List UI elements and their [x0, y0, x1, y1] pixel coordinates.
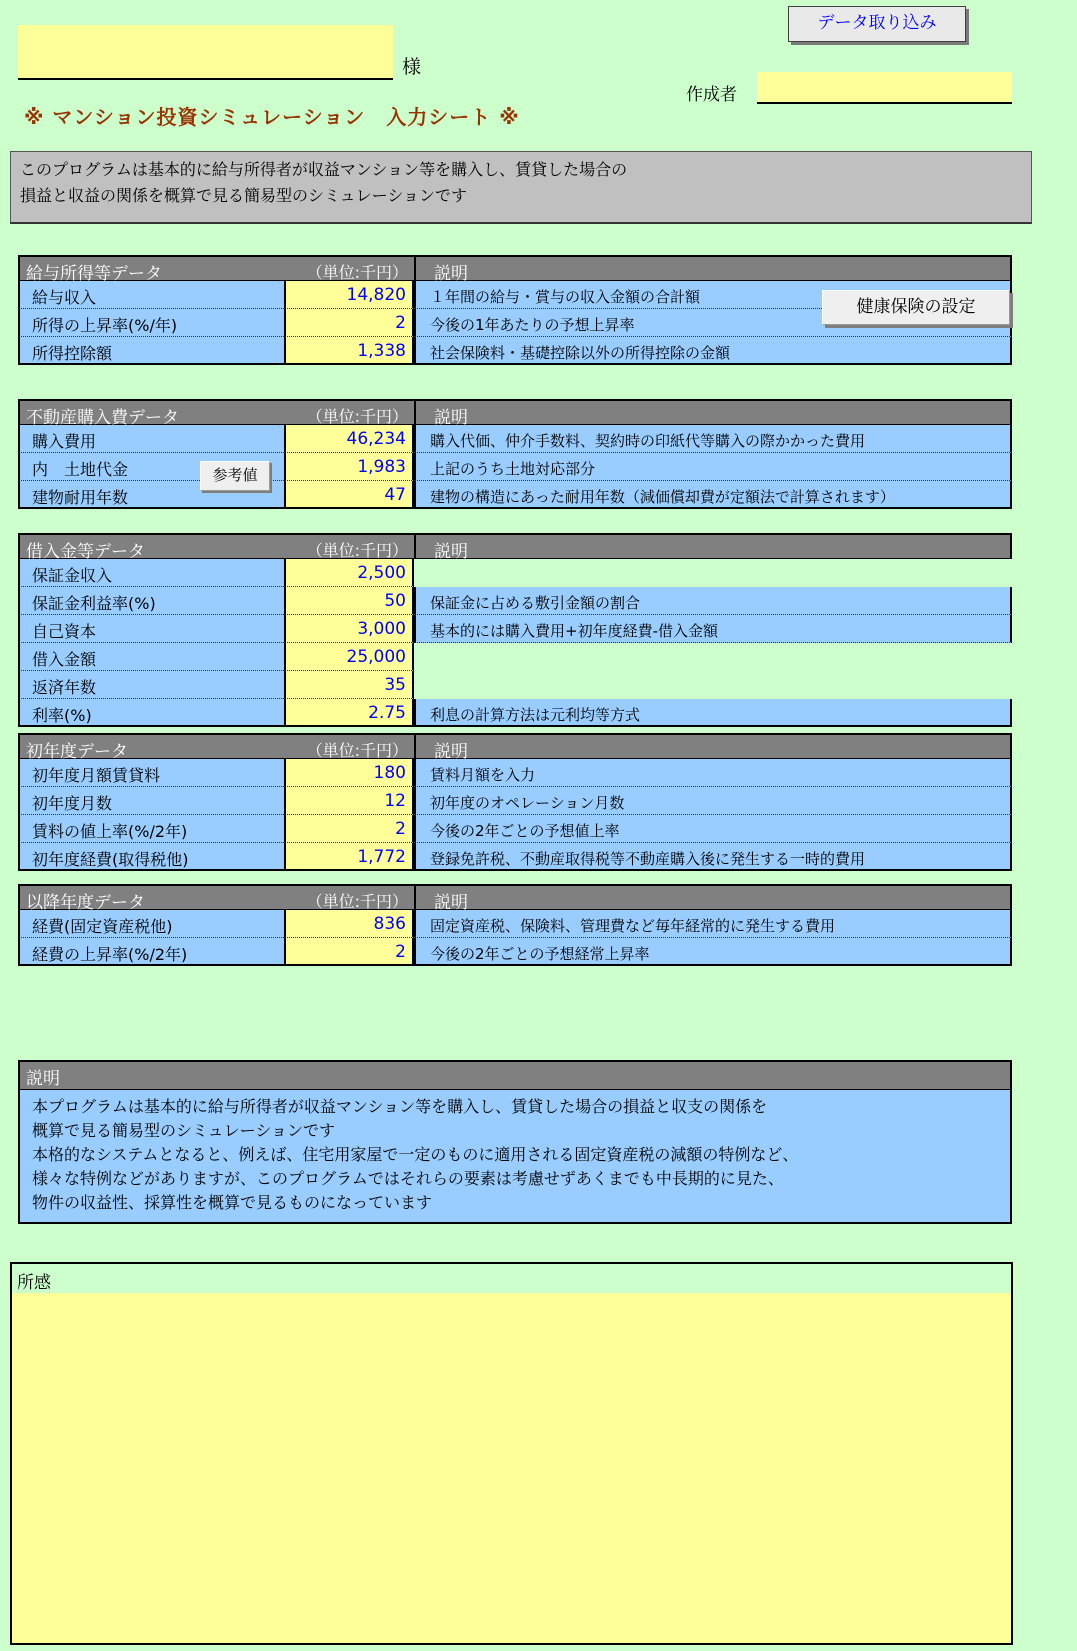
first-year-desc-2: 今後の2年ごとの予想値上率: [414, 815, 1012, 843]
loan-row-0: [18, 559, 1012, 587]
data-import-button[interactable]: データ取り込み: [788, 6, 966, 42]
first-year-value-cell-3[interactable]: 1,772: [284, 843, 414, 871]
column-divider: [414, 884, 416, 910]
loan-label-2: 自己資本: [18, 615, 284, 643]
later-years-value-cell-0[interactable]: 836: [284, 910, 414, 938]
loan-label-0: 保証金収入: [18, 559, 284, 587]
remarks-box: [10, 1262, 1013, 1645]
salary-label-0: 給与収入: [18, 281, 284, 309]
loan-row-1: [18, 587, 1012, 615]
purchase-desc-0: 購入代価、仲介手数料、契約時の印紙代等購入の際かかった費用: [414, 425, 1012, 453]
purchase-row-1: [18, 453, 1012, 481]
first-year-value-cell-0[interactable]: 180: [284, 759, 414, 787]
column-divider: [414, 255, 416, 281]
later-years-row-1: [18, 938, 1012, 966]
first-year-label-0: 初年度月額賃貸料: [18, 759, 284, 787]
purchase-desc-2: 建物の構造にあった耐用年数（減価償却費が定額法で計算されます）: [414, 481, 1012, 509]
author-label: 作成者: [686, 85, 737, 105]
later-years-row-0: [18, 910, 1012, 938]
later-years-value-cell-1[interactable]: 2: [284, 938, 414, 966]
first-year-desc-0: 賃料月額を入力: [414, 759, 1012, 787]
section-header: [18, 255, 1012, 284]
section-unit-label: （単位:千円）: [306, 892, 408, 911]
section-header: [18, 399, 1012, 428]
salary-value-cell-1[interactable]: 2: [284, 309, 414, 337]
intro-line-2: 損益と収益の関係を概算で見る簡易型のシミュレーションです: [20, 186, 468, 205]
section-header: [18, 533, 1012, 562]
first-year-row-0: [18, 759, 1012, 787]
section-unit-label: （単位:千円）: [306, 263, 408, 282]
loan-value-cell-2[interactable]: 3,000: [284, 615, 414, 643]
section-title: 初年度データ: [26, 742, 128, 762]
loan-value-cell-1[interactable]: 50: [284, 587, 414, 615]
section-header: [18, 884, 1012, 913]
purchase-value-cell-1[interactable]: 1,983: [284, 453, 414, 481]
first-year-label-2: 賃料の値上率(%/2年): [18, 815, 284, 843]
first-year-label-1: 初年度月数: [18, 787, 284, 815]
section-unit-label: （単位:千円）: [306, 741, 408, 760]
loan-desc-5: 利息の計算方法は元利均等方式: [414, 699, 1012, 727]
section-title: 借入金等データ: [26, 542, 145, 562]
first-year-desc-1: 初年度のオペレーション月数: [414, 787, 1012, 815]
loan-desc-4: [414, 671, 1012, 699]
health-insurance-settings-button[interactable]: 健康保険の設定: [822, 290, 1010, 325]
section-desc-header: 説明: [434, 893, 468, 913]
section-title: 給与所得等データ: [26, 264, 162, 284]
salary-desc-2: 社会保険料・基礎控除以外の所得控除の金額: [414, 337, 1012, 365]
column-divider: [414, 733, 416, 759]
notes-header: 説明: [20, 1062, 1010, 1090]
intro-line-1: このプログラムは基本的に給与所得者が収益マンション等を購入し、賃貸した場合の: [20, 160, 628, 179]
salary-value-cell-0[interactable]: 14,820: [284, 281, 414, 309]
customer-suffix-label: 様: [402, 56, 422, 78]
loan-row-3: [18, 643, 1012, 671]
remarks-input-area[interactable]: [12, 1293, 1011, 1643]
later-years-desc-1: 今後の2年ごとの予想経常上昇率: [414, 938, 1012, 966]
customer-name-field[interactable]: [18, 25, 393, 80]
notes-line-4: 様々な特例などがありますが、このプログラムではそれらの要素は考慮せずあくまでも中長期的に見た、: [32, 1169, 784, 1188]
section-unit-label: （単位:千円）: [306, 407, 408, 426]
later-years-label-0: 経費(固定資産税他): [18, 910, 284, 938]
loan-desc-3: [414, 643, 1012, 671]
purchase-row-2: [18, 481, 1012, 509]
section-first-year: [18, 733, 1012, 871]
remarks-label: 所感: [17, 1273, 51, 1293]
loan-label-5: 利率(%): [18, 699, 284, 727]
page-title: ※ マンション投資シミュレーション 入力シート ※: [24, 105, 520, 129]
section-later-years: [18, 884, 1012, 966]
purchase-row-0: [18, 425, 1012, 453]
section-title: 不動産購入費データ: [26, 408, 179, 428]
section-desc-header: 説明: [434, 264, 468, 284]
section-desc-header: 説明: [434, 742, 468, 762]
notes-line-5: 物件の収益性、採算性を概算で見るものになっています: [32, 1193, 433, 1212]
first-year-row-2: [18, 815, 1012, 843]
section-header: [18, 733, 1012, 762]
salary-value-cell-2[interactable]: 1,338: [284, 337, 414, 365]
loan-row-2: [18, 615, 1012, 643]
loan-row-5: [18, 699, 1012, 727]
section-desc-header: 説明: [434, 542, 468, 562]
column-divider: [414, 399, 416, 425]
salary-label-1: 所得の上昇率(%/年): [18, 309, 284, 337]
purchase-desc-1: 上記のうち土地対応部分: [414, 453, 1012, 481]
first-year-row-1: [18, 787, 1012, 815]
loan-label-1: 保証金利益率(%): [18, 587, 284, 615]
section-unit-label: （単位:千円）: [306, 541, 408, 560]
later-years-label-1: 経費の上昇率(%/2年): [18, 938, 284, 966]
purchase-label-2: 建物耐用年数: [18, 481, 284, 509]
notes-body: [20, 1090, 1010, 1222]
loan-desc-0: [414, 559, 1012, 587]
loan-value-cell-3[interactable]: 25,000: [284, 643, 414, 671]
loan-value-cell-0[interactable]: 2,500: [284, 559, 414, 587]
notes-line-3: 本格的なシステムとなると、例えば、住宅用家屋で一定のものに適用される固定資産税の減額の特例など、: [32, 1145, 799, 1164]
reference-value-button[interactable]: 参考値: [200, 461, 270, 491]
notes-box: [18, 1060, 1012, 1224]
salary-label-2: 所得控除額: [18, 337, 284, 365]
loan-label-4: 返済年数: [18, 671, 284, 699]
first-year-row-3: [18, 843, 1012, 871]
section-loan: [18, 533, 1012, 727]
loan-desc-1: 保証金に占める敷引金額の割合: [414, 587, 1012, 615]
loan-desc-2: 基本的には購入費用+初年度経費-借入金額: [414, 615, 1012, 643]
loan-label-3: 借入金額: [18, 643, 284, 671]
salary-desc-0: １年間の給与・賞与の収入金額の合計額: [414, 281, 1012, 309]
first-year-value-cell-2[interactable]: 2: [284, 815, 414, 843]
purchase-label-1: 内 土地代金: [18, 453, 284, 481]
purchase-value-cell-0[interactable]: 46,234: [284, 425, 414, 453]
later-years-desc-0: 固定資産税、保険料、管理費など毎年経常的に発生する費用: [414, 910, 1012, 938]
loan-row-4: [18, 671, 1012, 699]
section-title: 以降年度データ: [26, 893, 145, 913]
purchase-label-0: 購入費用: [18, 425, 284, 453]
first-year-value-cell-1[interactable]: 12: [284, 787, 414, 815]
salary-desc-1: 今後の1年あたりの予想上昇率: [414, 309, 1012, 337]
intro-box: [10, 151, 1032, 224]
loan-value-cell-5[interactable]: 2.75: [284, 699, 414, 727]
section-desc-header: 説明: [434, 408, 468, 428]
purchase-value-cell-2[interactable]: 47: [284, 481, 414, 509]
notes-line-1: 本プログラムは基本的に給与所得者が収益マンション等を購入し、賃貸した場合の損益と収支の関係を: [32, 1097, 768, 1116]
section-purchase: [18, 399, 1012, 509]
loan-value-cell-4[interactable]: 35: [284, 671, 414, 699]
salary-row-2: [18, 337, 1012, 365]
first-year-label-3: 初年度経費(取得税他): [18, 843, 284, 871]
first-year-desc-3: 登録免許税、不動産取得税等不動産購入後に発生する一時的費用: [414, 843, 1012, 871]
author-field[interactable]: [757, 72, 1012, 104]
notes-line-2: 概算で見る簡易型のシミュレーションです: [32, 1121, 336, 1140]
column-divider: [414, 533, 416, 559]
